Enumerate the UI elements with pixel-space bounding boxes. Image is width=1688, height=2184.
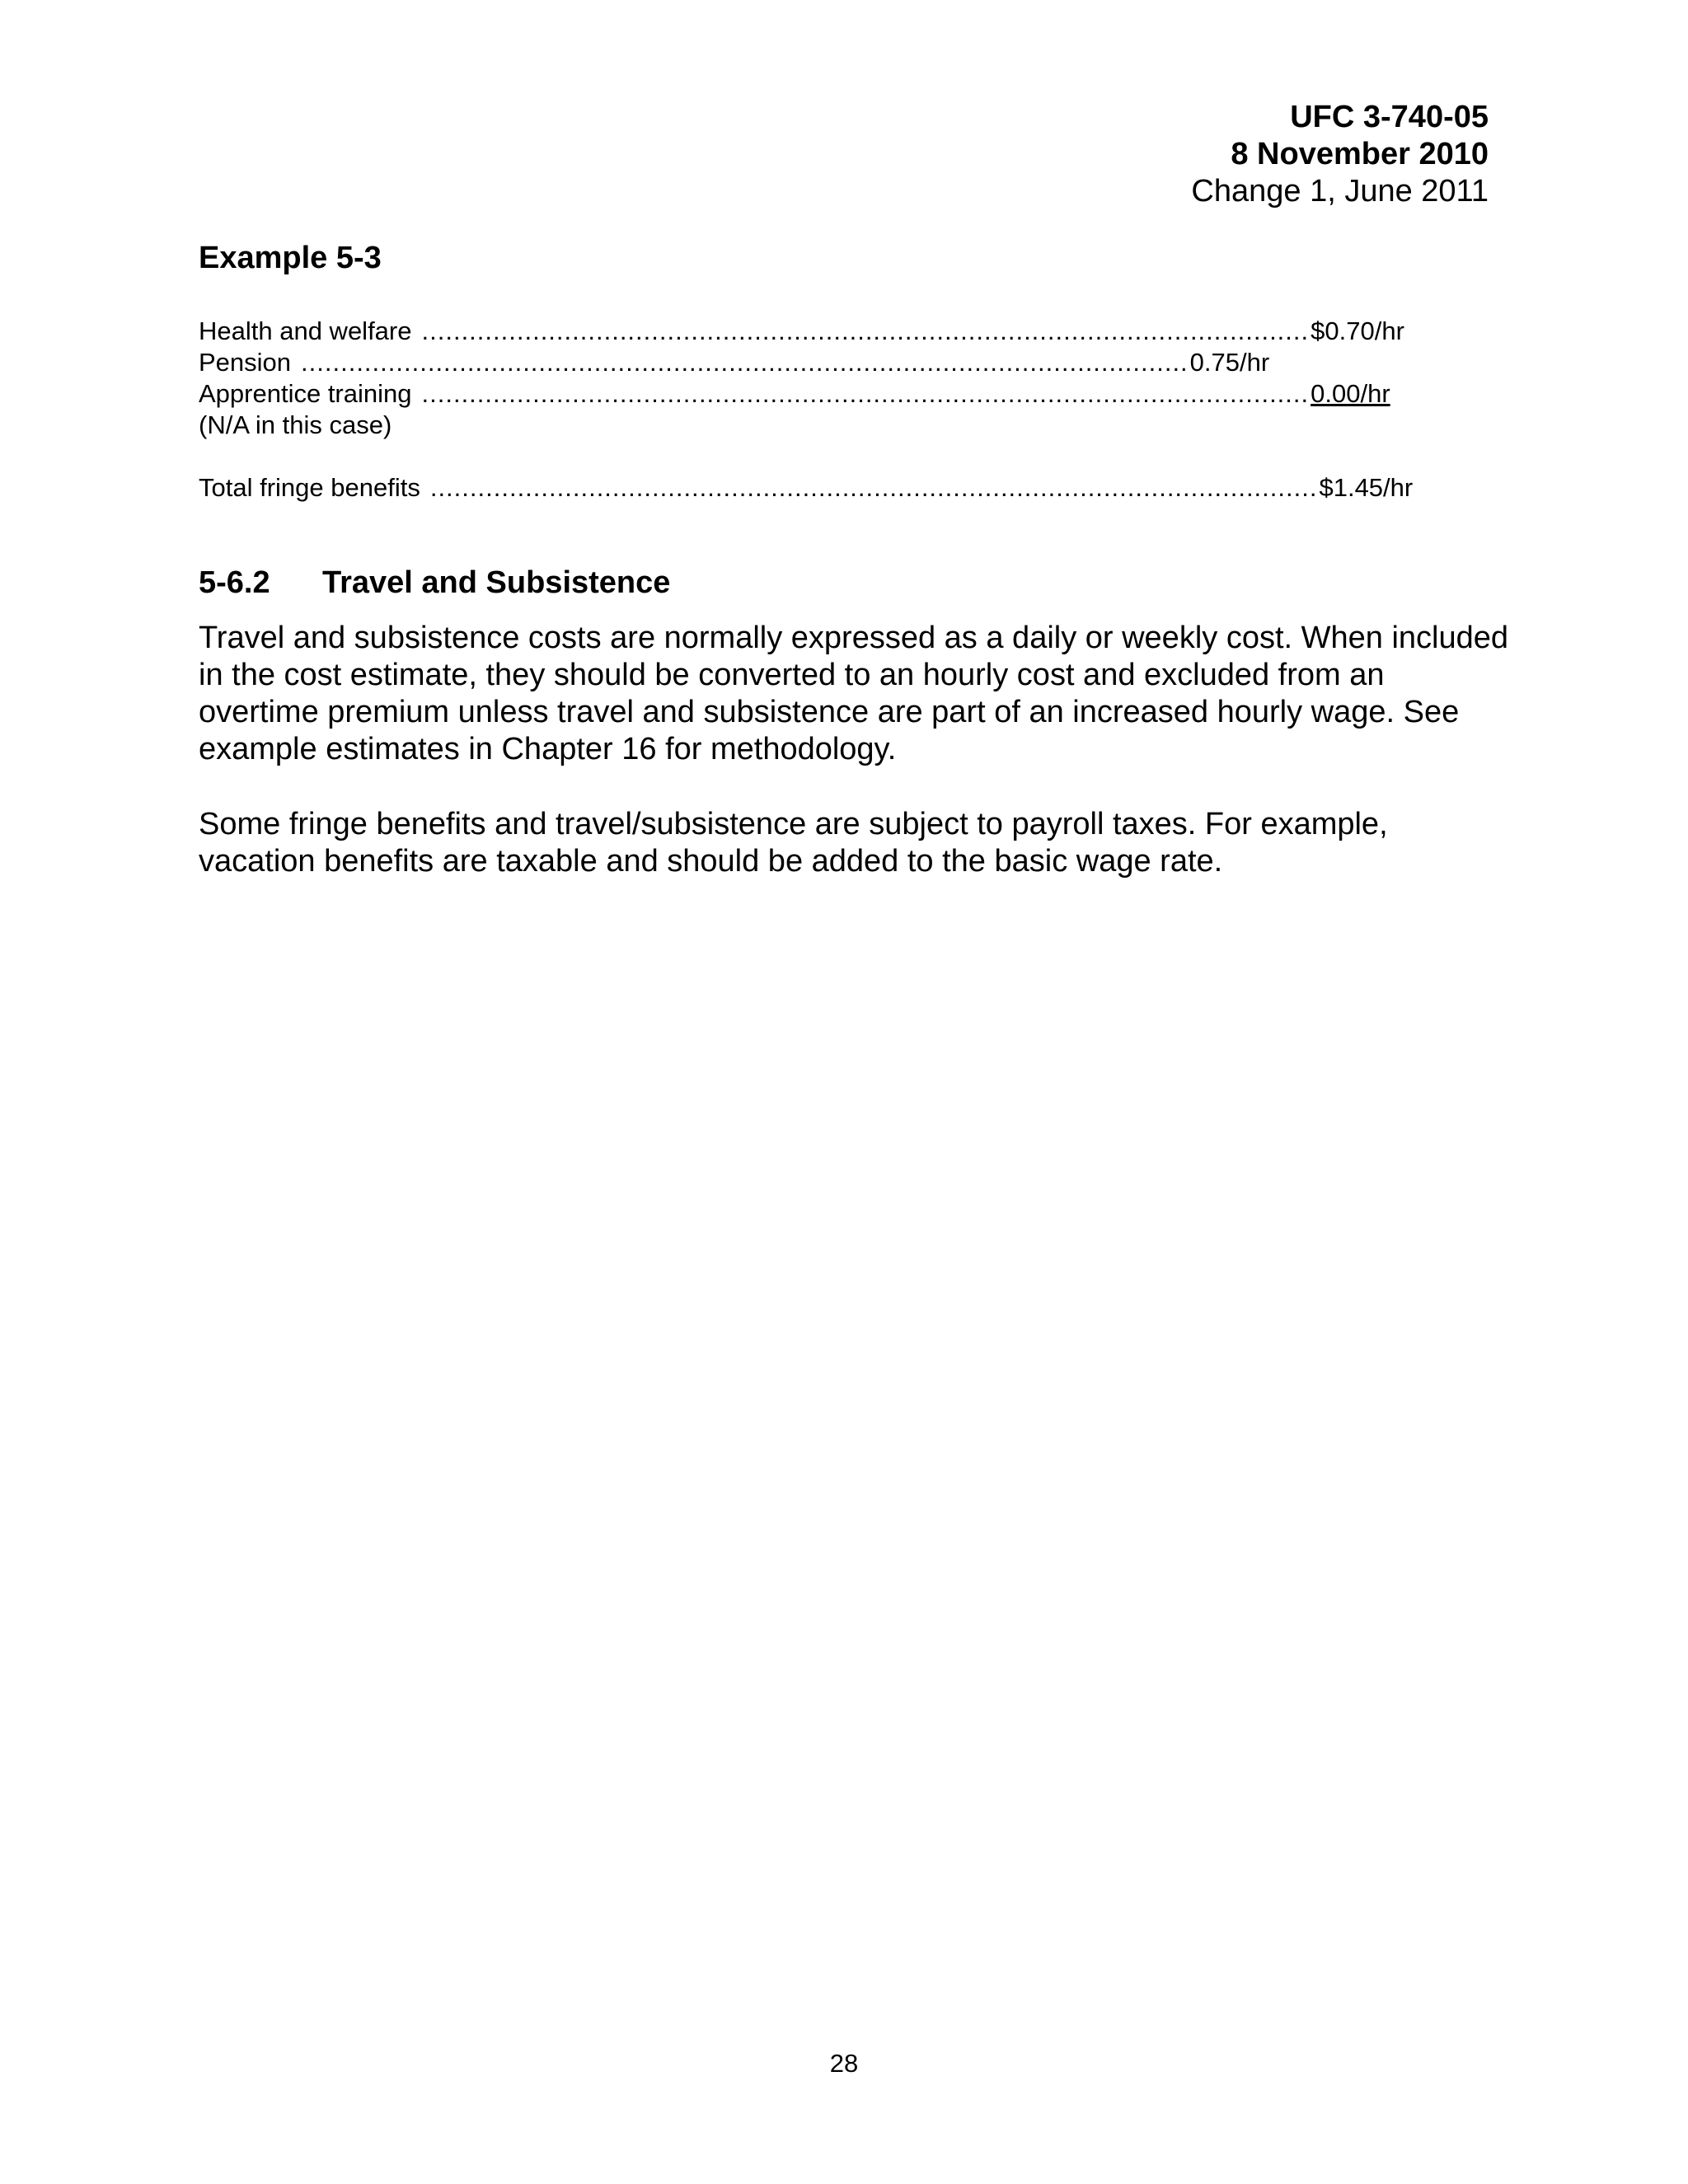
fringe-item-health-welfare: [199, 316, 1404, 347]
leader-dots: ................................................................................................................: [421, 379, 1310, 408]
section-heading: [199, 565, 670, 601]
fringe-total-label: Total fringe benefits: [199, 473, 420, 502]
fringe-item-apprentice-training: [199, 378, 1390, 410]
leader-dots: ................................................................................................................: [301, 348, 1189, 377]
fringe-item-label: Apprentice training: [199, 379, 412, 408]
document-code: UFC 3-740-05: [1290, 100, 1489, 134]
document-header: [1191, 99, 1489, 210]
document-date: 8 November 2010: [1231, 137, 1489, 171]
fringe-total: [199, 472, 1414, 504]
fringe-item-value: $0.70/hr: [1311, 316, 1404, 345]
page-number: 28: [829, 2049, 859, 2078]
fringe-item-pension: [199, 347, 1270, 378]
leader-dots: ................................................................................................................: [429, 473, 1318, 502]
fringe-note: (N/A in this case): [199, 410, 392, 439]
example-title: Example 5-3: [199, 241, 382, 275]
fringe-item-label: Health and welfare: [199, 316, 412, 345]
fringe-item-value: 0.75/hr: [1189, 348, 1270, 377]
section-title: Travel and Subsistence: [322, 565, 671, 600]
fringe-item-value: 0.00/hr: [1311, 379, 1390, 408]
section-number: 5-6.2: [199, 565, 270, 600]
fringe-benefits-list: [199, 316, 1414, 504]
body-paragraph: Travel and subsistence costs are normally expressed as a daily or weekly cost. When included in the cost estimate, they should be converted to an hourly cost and excluded from an overtime premium unless travel and subsistence are part of an increased hourly wage. See example estimates in Chapter 16 for methodology.: [199, 621, 1509, 766]
leader-dots: ................................................................................................................: [421, 316, 1310, 345]
document-change: Change 1, June 2011: [1191, 174, 1489, 209]
fringe-item-label: Pension: [199, 348, 292, 377]
body-paragraph: Some fringe benefits and travel/subsistence are subject to payroll taxes. For example, vacation benefits are taxable and should be added to the basic wage rate.: [199, 807, 1388, 879]
fringe-total-value: $1.45/hr: [1319, 473, 1414, 502]
